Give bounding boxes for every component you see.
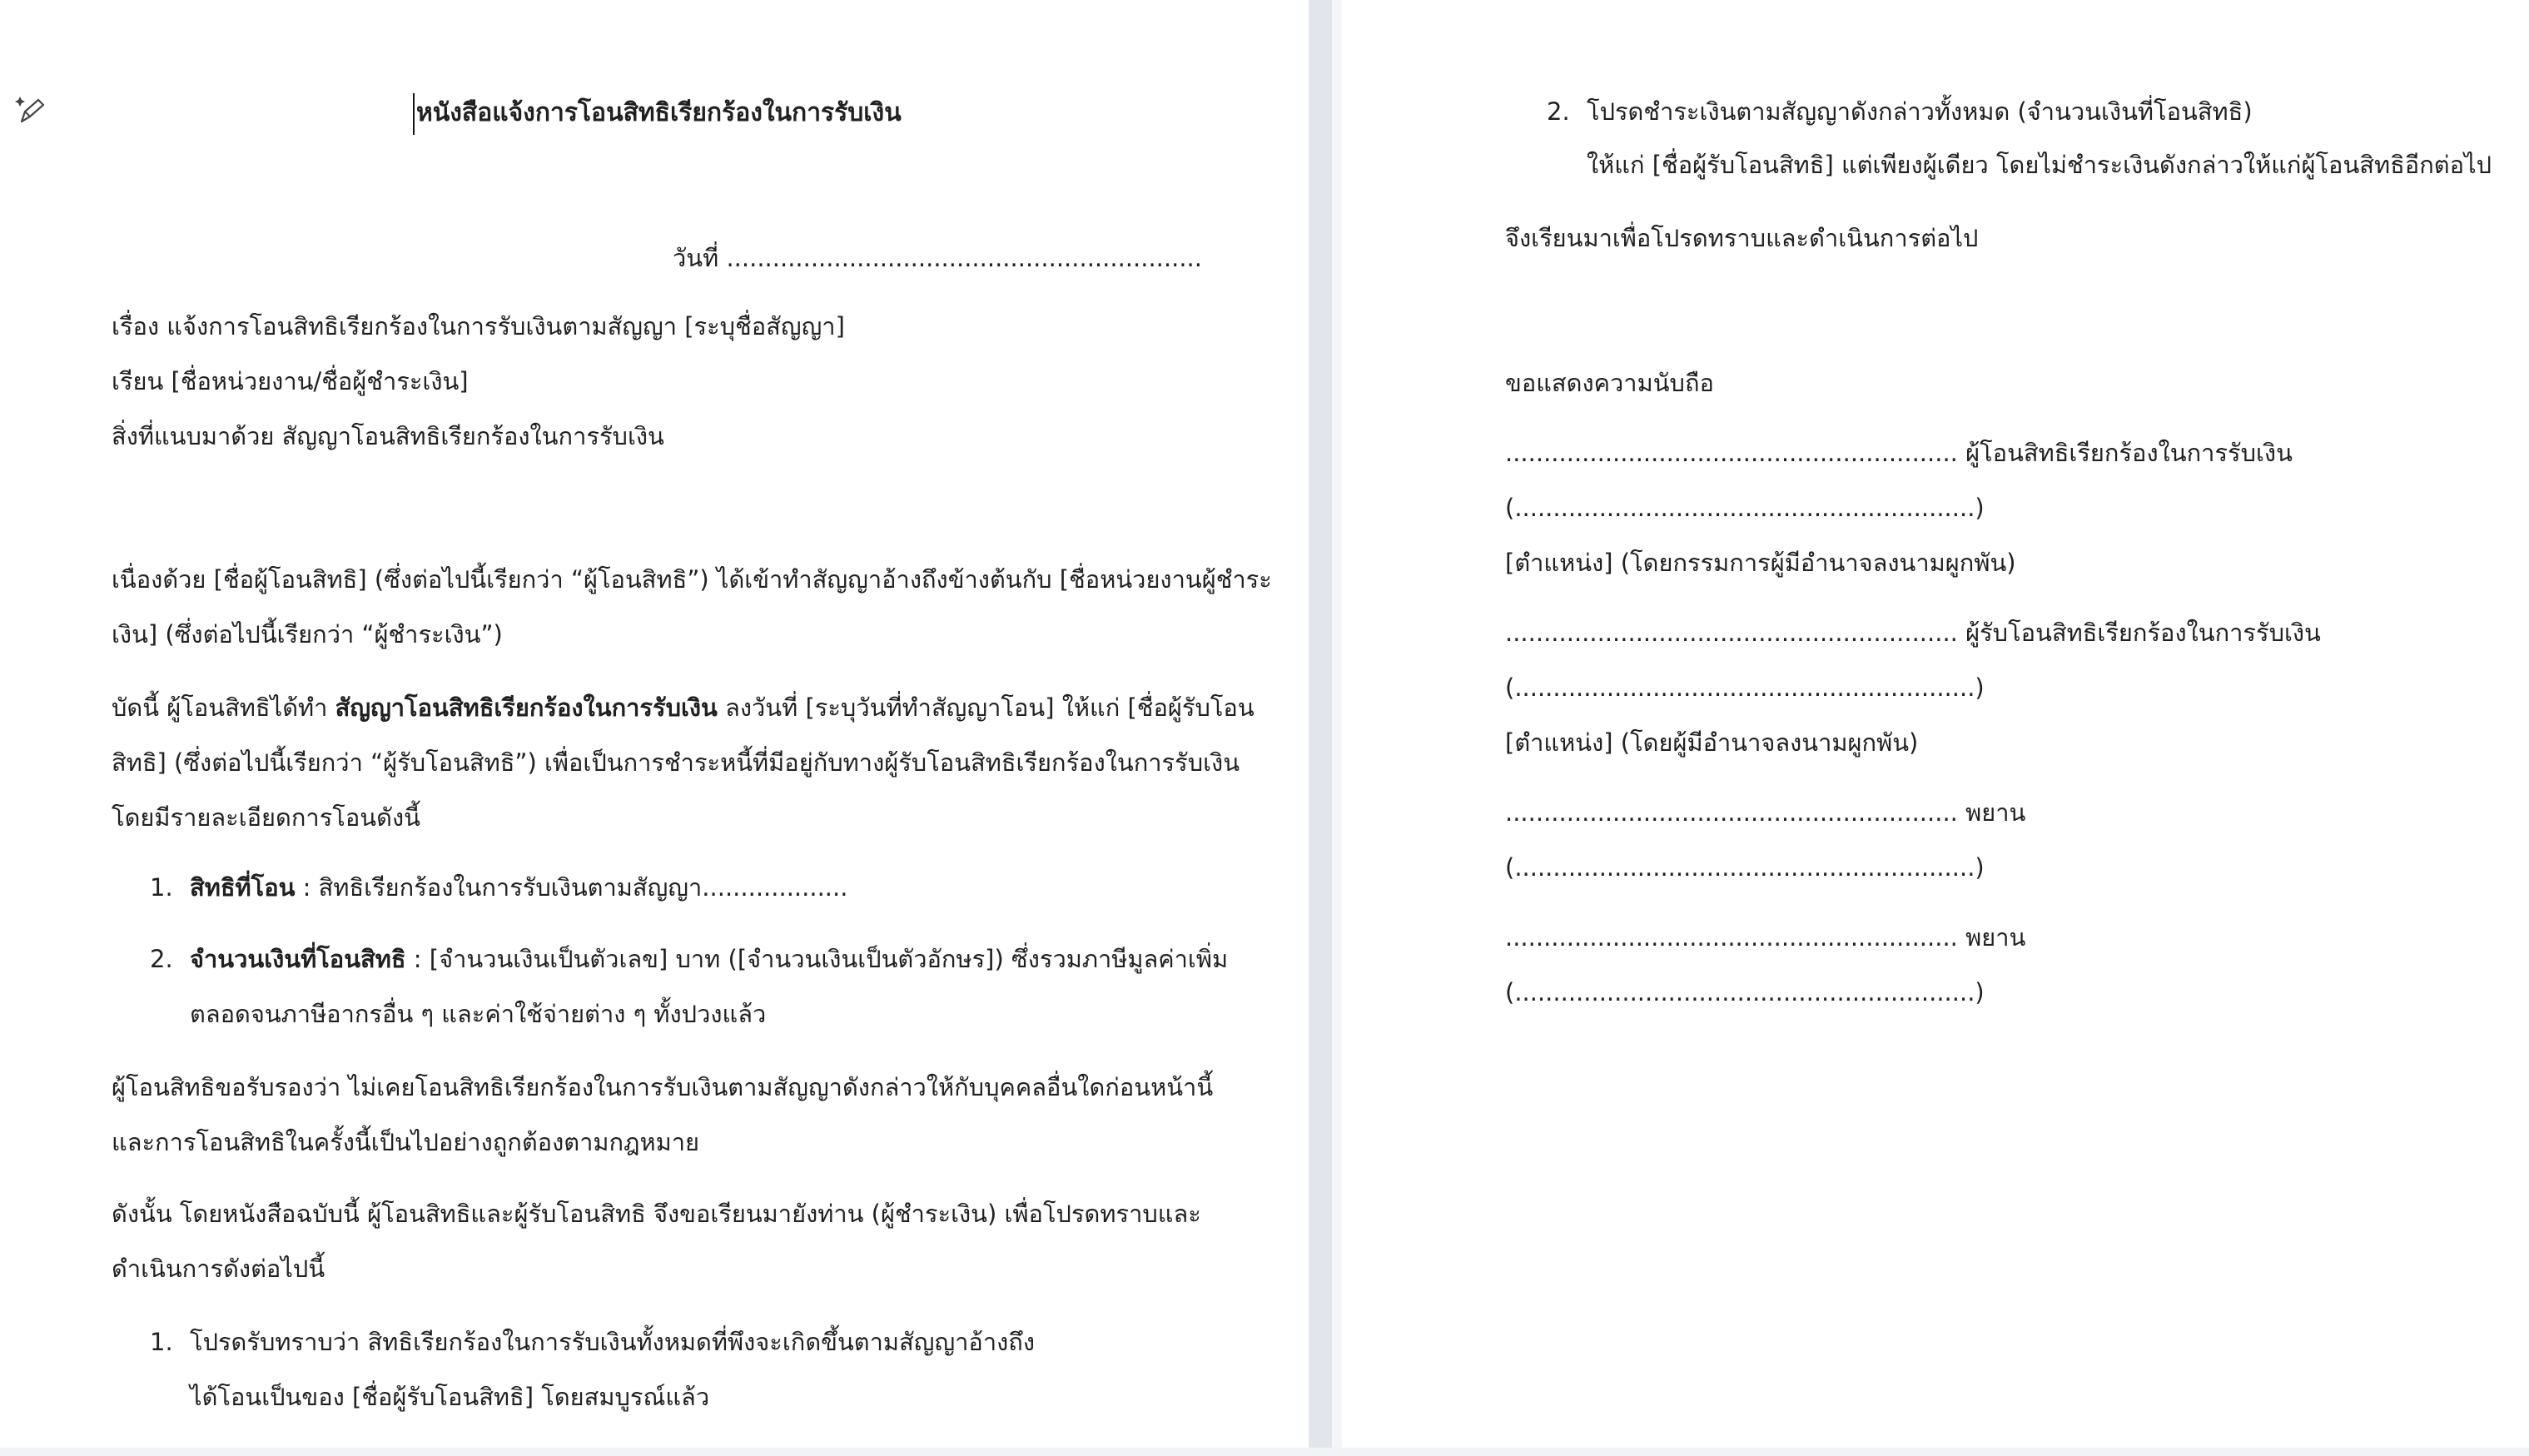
request-item-1-line-2: ได้โอนเป็นของ [ชื่อผู้รับโอนสิทธิ] โดยสมบูรณ์แล้ว [190, 1383, 710, 1411]
paragraph-3-line-1: ผู้โอนสิทธิขอรับรองว่า ไม่เคยโอนสิทธิเรียกร้องในการรับเงินตามสัญญาดังกล่าวให้กับบุคคลอื่นใดก่อนหน้านี้ [112, 1073, 1214, 1101]
date-line: วันที่ .............................................................. [673, 244, 1202, 272]
paragraph-4-line-2: ดำเนินการดังต่อไปนี้ [112, 1255, 325, 1283]
request-item-1-number: 1. [150, 1328, 173, 1356]
subject-line: เรื่อง แจ้งการโอนสิทธิเรียกร้องในการรับเงินตามสัญญา [ระบุชื่อสัญญา] [112, 312, 845, 340]
list-item-2-text: : [จำนวนเงินเป็นตัวเลข] บาท ([จำนวนเงินเป็นตัวอักษร]) ซึ่งรวมภาษีมูลค่าเพิ่ม [405, 945, 1229, 973]
request-item-2-line-1: โปรดชำระเงินตามสัญญาดังกล่าวทั้งหมด (จำนวนเงินที่โอนสิทธิ) [1587, 97, 2253, 126]
paragraph-2-line-1 [112, 691, 1255, 724]
list-item-2-number: 2. [150, 945, 173, 973]
recipient-line: เรียน [ชื่อหน่วยงาน/ชื่อผู้ชำระเงิน] [112, 367, 469, 395]
regards-line: ขอแสดงความนับถือ [1505, 369, 1714, 397]
paragraph-4-line-1: ดังนั้น โดยหนังสือฉบับนี้ ผู้โอนสิทธิและผู้รับโอนสิทธิ จึงขอเรียนมายังท่าน (ผู้ชำระเงิน) เพื่อโปรดทราบและ [112, 1200, 1201, 1228]
transferor-signature-line: ........................................................... ผู้โอนสิทธิเรียกร้องในการรับเงิน [1505, 439, 2293, 467]
paragraph-2-line-2: สิทธิ] (ซึ่งต่อไปนี้เรียกว่า “ผู้รับโอนสิทธิ”) เพื่อเป็นการชำระหนี้ที่มีอยู่กับทางผู้รับโอนสิทธิเรียกร้องในการรับเงิน [112, 748, 1240, 777]
page-gutter-shadow [1332, 0, 1342, 1456]
request-item-1-line-1: โปรดรับทราบว่า สิทธิเรียกร้องในการรับเงินทั้งหมดที่พึงจะเกิดขึ้นตามสัญญาอ้างถึง [190, 1328, 1036, 1356]
transferee-signature-line: ........................................................... ผู้รับโอนสิทธิเรียกร้องในการรับเงิน [1505, 619, 2321, 647]
transferee-name-line: (............................................................) [1505, 673, 1985, 702]
transferor-name-line: (............................................................) [1505, 494, 1985, 522]
document-page-2[interactable] [1342, 0, 2529, 1456]
list-item-1-label: สิทธิที่โอน [190, 873, 296, 902]
paragraph-1-line-1: เนื่องด้วย [ชื่อผู้โอนสิทธิ] (ซึ่งต่อไปนี้เรียกว่า “ผู้โอนสิทธิ”) ได้เข้าทำสัญญาอ้างถึงข้างต้นกับ [ชื่อหน่วยงานผู้ชำระ [112, 565, 1272, 594]
closing-line: จึงเรียนมาเพื่อโปรดทราบและดำเนินการต่อไป [1505, 224, 1979, 252]
paragraph-2-text-b: ลงวันที่ [ระบุวันที่ทำสัญญาโอน] ให้แก่ [ชื่อผู้รับโอน [717, 693, 1255, 722]
witness-2-signature-line: ........................................................... พยาน [1505, 923, 2026, 952]
list-item-2-label: จำนวนเงินที่โอนสิทธิ [190, 945, 406, 973]
list-item-1 [190, 871, 847, 904]
witness-1-name-line: (............................................................) [1505, 853, 1985, 882]
contract-name-bold: สัญญาโอนสิทธิเรียกร้องในการรับเงิน [335, 693, 718, 722]
request-item-2-line-2: ให้แก่ [ชื่อผู้รับโอนสิทธิ] แต่เพียงผู้เดียว โดยไม่ชำระเงินดังกล่าวให้แก่ผู้โอนสิทธิอีกต่อไป [1587, 151, 2492, 179]
witness-2-name-line: (............................................................) [1505, 978, 1985, 1006]
transferee-position-line: [ตำแหน่ง] (โดยผู้มีอำนาจลงนามผูกพัน) [1505, 728, 1919, 757]
request-item-2-number: 2. [1547, 97, 1570, 126]
list-item-2 [190, 942, 1228, 976]
attachment-line: สิ่งที่แนบมาด้วย สัญญาโอนสิทธิเรียกร้องในการรับเงิน [112, 422, 664, 450]
document-title: หนังสือแจ้งการโอนสิทธิเรียกร้องในการรับเงิน [416, 98, 902, 127]
page-bottom-edge [0, 1448, 2529, 1456]
text-cursor [413, 93, 415, 135]
witness-1-signature-line: ........................................................... พยาน [1505, 798, 2026, 827]
paragraph-2-text-a: บัดนี้ ผู้โอนสิทธิได้ทำ [112, 693, 335, 722]
paragraph-2-line-3: โดยมีรายละเอียดการโอนดังนี้ [112, 803, 420, 832]
list-item-1-text: : สิทธิเรียกร้องในการรับเงินตามสัญญา................... [295, 873, 848, 902]
paragraph-1-line-2: เงิน] (ซึ่งต่อไปนี้เรียกว่า “ผู้ชำระเงิน”) [112, 620, 503, 648]
list-item-2-line-2: ตลอดจนภาษีอากรอื่น ๆ และค่าใช้จ่ายต่าง ๆ ทั้งปวงแล้ว [190, 1000, 767, 1028]
page-gutter [1309, 0, 1342, 1456]
list-item-1-number: 1. [150, 873, 173, 902]
transferor-position-line: [ตำแหน่ง] (โดยกรรมการผู้มีอำนาจลงนามผูกพัน) [1505, 549, 2016, 577]
edit-sparkle-icon[interactable] [13, 93, 50, 130]
paragraph-3-line-2: และการโอนสิทธิในครั้งนี้เป็นไปอย่างถูกต้องตามกฎหมาย [112, 1128, 700, 1156]
